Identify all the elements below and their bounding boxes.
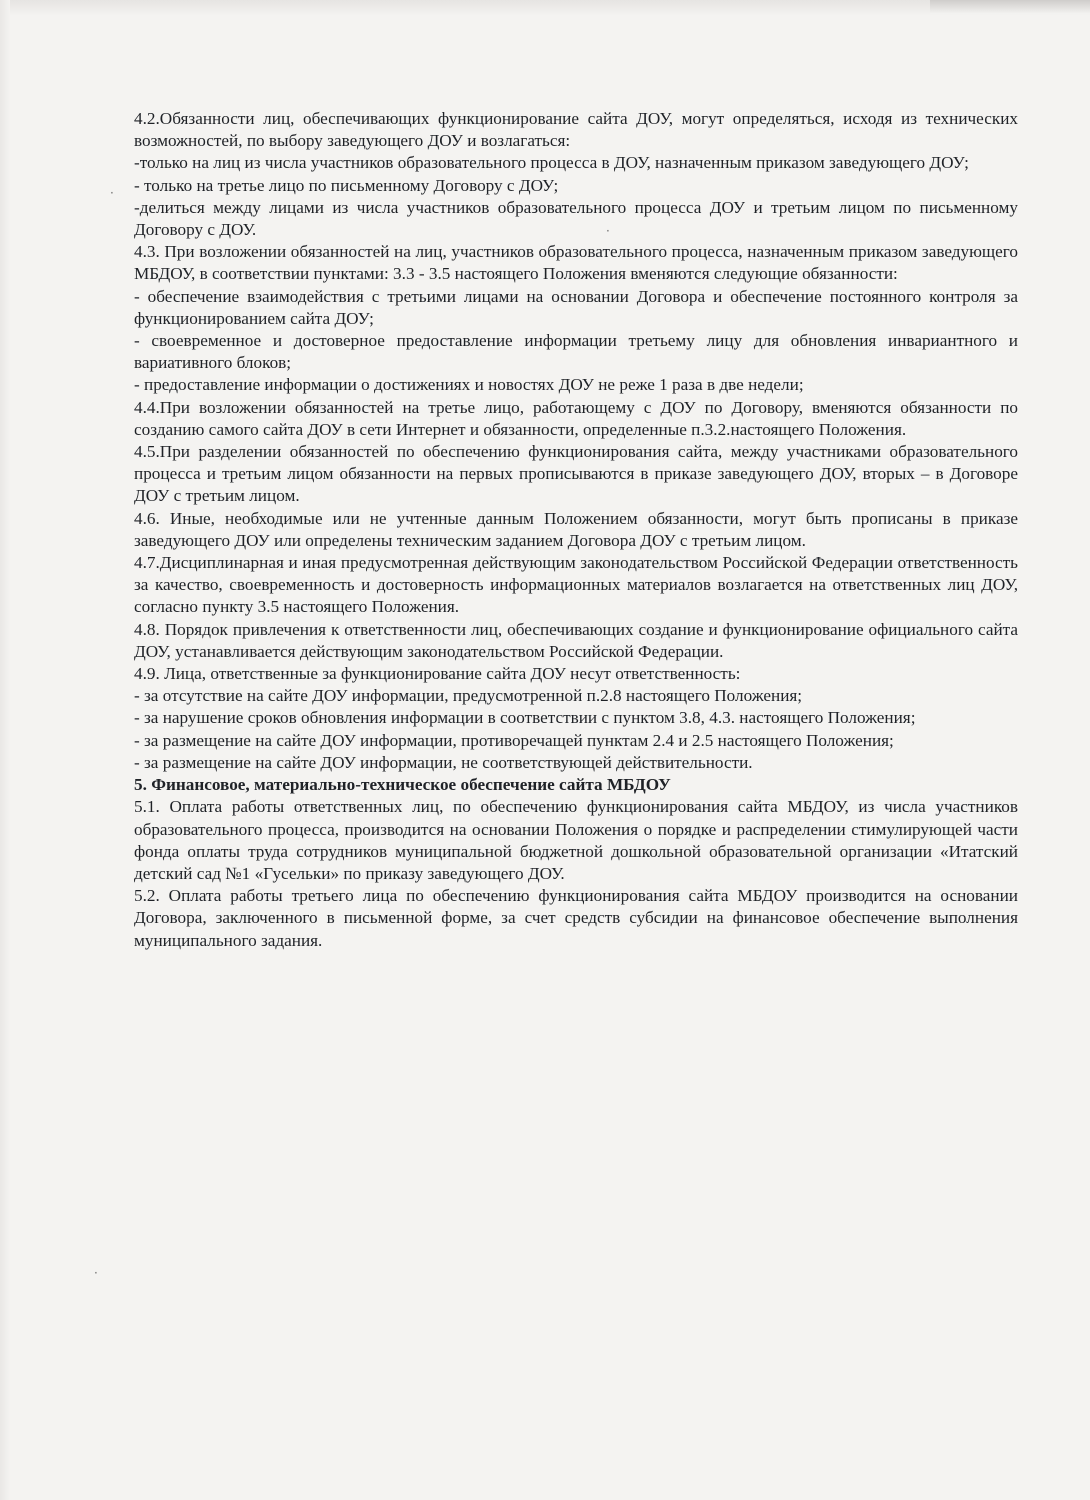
- paragraph-4-8: 4.8. Порядок привлечения к ответственности лиц, обеспечивающих создание и функционирование официального сайта ДОУ, устанавливается действующим законодательством Российской Федерации.: [134, 619, 1018, 661]
- document-page: [134, 108, 1018, 952]
- paragraph-4-2: 4.2.Обязанности лиц, обеспечивающих функционирование сайта ДОУ, могут определяться, исходя из технических возможностей, по выбору заведующего ДОУ и возлагаться:: [134, 109, 1018, 151]
- scan-speck: ·: [94, 1266, 98, 1280]
- scan-speck: ·: [606, 224, 610, 238]
- scan-speck: ·: [110, 186, 114, 200]
- paragraph-5-1: 5.1. Оплата работы ответственных лиц, по обеспечению функционирования сайта МБДОУ, из числа участников образовательного процесса, производится на основании Положения о порядке и распределении стимулирующей части фонда оплаты труда сотрудников муниципальной бюджетной дошкольной образовательной организации «Итатский детский сад №1 «Гусельки» по приказу заведующего ДОУ.: [134, 797, 1018, 883]
- paragraph-5-2: 5.2. Оплата работы третьего лица по обеспечению функционирования сайта МБДОУ производится на основании Договора, заключенного в письменной форме, за счет средств субсидии на финансовое обеспечение выполнения муниципального задания.: [134, 886, 1018, 950]
- scan-edge-top-right: [930, 0, 1090, 14]
- paragraph-4-9: 4.9. Лица, ответственные за функционирование сайта ДОУ несут ответственность:: [134, 664, 741, 684]
- list-item-interaction: - обеспечение взаимодействия с третьими лицами на основании Договора и обеспечение постоянного контроля за функционированием сайта ДОУ;: [134, 286, 1018, 328]
- paragraph-4-3: 4.3. При возложении обязанностей на лиц, участников образовательного процесса, назначенным приказом заведующего МБДОУ, в соответствии пунктами: 3.3 - 3.5 настоящего Положения вменяются следующие обязанности:: [134, 242, 1018, 284]
- scan-edge-left: [0, 0, 10, 1500]
- list-item-update-terms: - за нарушение сроков обновления информации в соответствии с пунктом 3.8, 4.3. настоящего Положения;: [134, 708, 916, 728]
- list-item-third-party-only: - только на третье лицо по письменному Договору с ДОУ;: [134, 175, 559, 195]
- list-item-news: - предоставление информации о достижениях и новостях ДОУ не реже 1 раза в две недели;: [134, 375, 804, 395]
- paragraph-4-4: 4.4.При возложении обязанностей на третье лицо, работающему с ДОУ по Договору, вменяются обязанности по созданию самого сайта ДОУ в сети Интернет и обязанности, определенные п.3.2.настоящего Положения.: [134, 397, 1018, 439]
- paragraph-4-6: 4.6. Иные, необходимые или не учтенные данным Положением обязанности, могут быть прописаны в приказе заведующего ДОУ или определены техническим заданием Договора ДОУ с третьим лицом.: [134, 508, 1018, 550]
- list-item-shared: -делиться между лицами из числа участников образовательного процесса ДОУ и третьим лицом по письменному Договору с ДОУ.: [134, 197, 1018, 240]
- list-item-missing-info: - за отсутствие на сайте ДОУ информации, предусмотренной п.2.8 настоящего Положения;: [134, 686, 803, 706]
- paragraph-4-5: 4.5.При разделении обязанностей по обеспечению функционирования сайта, между участниками образовательного процесса и третьим лицом обязанности на первых прописываются в приказе заведующего ДОУ, вторых – в Договоре ДОУ с третьим лицом.: [134, 442, 1018, 506]
- paragraph-4-7: 4.7.Дисциплинарная и иная предусмотренная действующим законодательством Российской Федерации ответственность за качество, своевременность и достоверность информационных материалов возлагается на ответственных лиц ДОУ, согласно пункту 3.5 настоящего Положения.: [134, 553, 1018, 617]
- list-item-timely-info: - своевременное и достоверное предоставление информации третьему лицу для обновления инвариантного и вариативного блоков;: [134, 331, 1018, 373]
- list-item-contradicting-info: - за размещение на сайте ДОУ информации, противоречащей пунктам 2.4 и 2.5 настоящего Положения;: [134, 730, 894, 750]
- list-item-participants-only: -только на лиц из числа участников образовательного процесса в ДОУ, назначенным приказом заведующего ДОУ;: [134, 153, 969, 173]
- section-5-heading: 5. Финансовое, материально-техническое обеспечение сайта МБДОУ: [134, 775, 671, 795]
- list-item-false-info: - за размещение на сайте ДОУ информации, не соответствующей действительности.: [134, 752, 753, 772]
- scan-edge-top: [0, 0, 1090, 16]
